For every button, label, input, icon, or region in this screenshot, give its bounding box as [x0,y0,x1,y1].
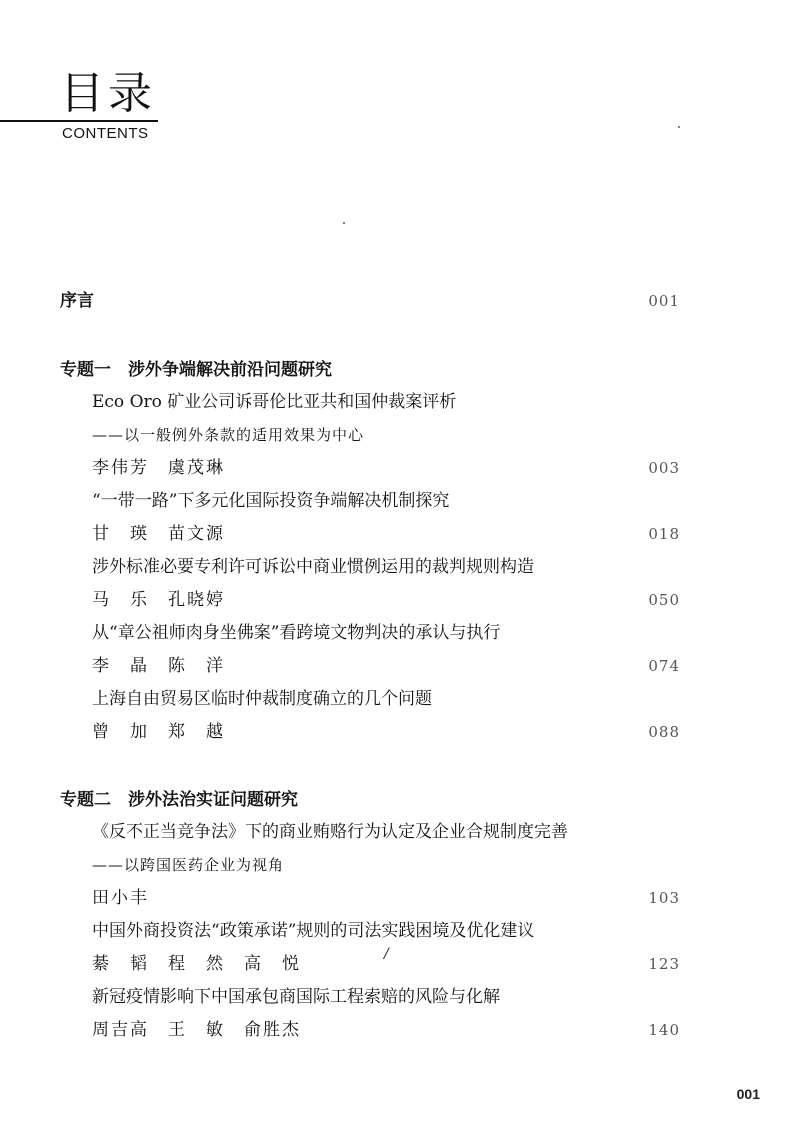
toc-entry-title[interactable] [0,817,788,847]
toc-entry-authors [0,519,788,549]
page-number: 018 [648,525,680,543]
heading-rule [0,120,158,122]
scan-speck [678,126,680,128]
entry-authors: 周吉高 王 敏 俞胜杰 [92,1020,301,1040]
toc-entry-authors [0,717,788,747]
entry-title: 中国外商投资法“政策承诺”规则的司法实践困境及优化建议 [92,921,535,941]
toc-entry-authors [0,949,788,979]
toc-entry-title[interactable] [0,618,788,648]
toc-entry-title[interactable] [0,486,788,516]
entry-subtitle: ——以一般例外条款的适用效果为中心 [92,426,365,444]
entry-authors: 李伟芳 虞茂琳 [92,458,225,478]
entry-title: 上海自由贸易区临时仲裁制度确立的几个问题 [92,689,432,709]
page-number: 103 [648,889,680,907]
page-number: 003 [648,459,680,477]
toc-heading: 目录 [60,68,156,119]
toc-entry-preface[interactable] [0,286,788,316]
entry-authors: 田小丰 [92,888,149,908]
toc-entry-title[interactable] [0,552,788,582]
entry-title: 新冠疫情影响下中国承包商国际工程索赔的风险与化解 [92,987,500,1007]
entry-subtitle: ——以跨国医药企业为视角 [92,856,285,874]
entry-authors: 綦 韬 程 然 高 悦 [92,954,301,974]
entry-authors: 李 晶 陈 洋 [92,656,225,676]
section-heading [0,355,788,385]
entry-title: 序言 [60,291,94,311]
entry-authors: 曾 加 郑 越 [92,722,225,742]
entry-authors: 马 乐 孔晓婷 [92,590,225,610]
toc-entry-title[interactable] [0,387,788,417]
toc-entry-subtitle [0,850,788,880]
page-number: 088 [648,723,680,741]
toc-subheading: CONTENTS [62,125,149,142]
entry-title: “一带一路”下多元化国际投资争端解决机制探究 [92,491,450,511]
entry-title: 从“章公祖师肉身坐佛案”看跨境文物判决的承认与执行 [92,623,501,643]
stray-mark: / [384,946,389,962]
section-heading [0,785,788,815]
page-number: 074 [648,657,680,675]
toc-entry-authors [0,585,788,615]
toc-entry-title[interactable] [0,684,788,714]
entry-title: Eco Oro 矿业公司诉哥伦比亚共和国仲裁案评析 [92,392,457,412]
scan-speck [343,222,345,224]
toc-entry-authors [0,1015,788,1045]
page-number: 140 [648,1021,680,1039]
toc-entry-title[interactable] [0,982,788,1012]
page-folio: 001 [736,1086,760,1102]
page-number: 001 [648,292,680,310]
entry-title: 《反不正当竞争法》下的商业贿赂行为认定及企业合规制度完善 [92,822,568,842]
entry-title: 涉外标准必要专利许可诉讼中商业惯例运用的裁判规则构造 [92,557,534,577]
section-title: 专题一 涉外争端解决前沿问题研究 [60,360,332,380]
toc-entry-authors [0,453,788,483]
entry-authors: 甘 瑛 苗文源 [92,524,225,544]
page-number: 050 [648,591,680,609]
toc-entry-authors [0,883,788,913]
toc-entry-subtitle [0,420,788,450]
section-title: 专题二 涉外法治实证问题研究 [60,790,298,810]
toc-entry-title[interactable] [0,916,788,946]
page-number: 123 [648,955,680,973]
toc-entry-authors [0,651,788,681]
